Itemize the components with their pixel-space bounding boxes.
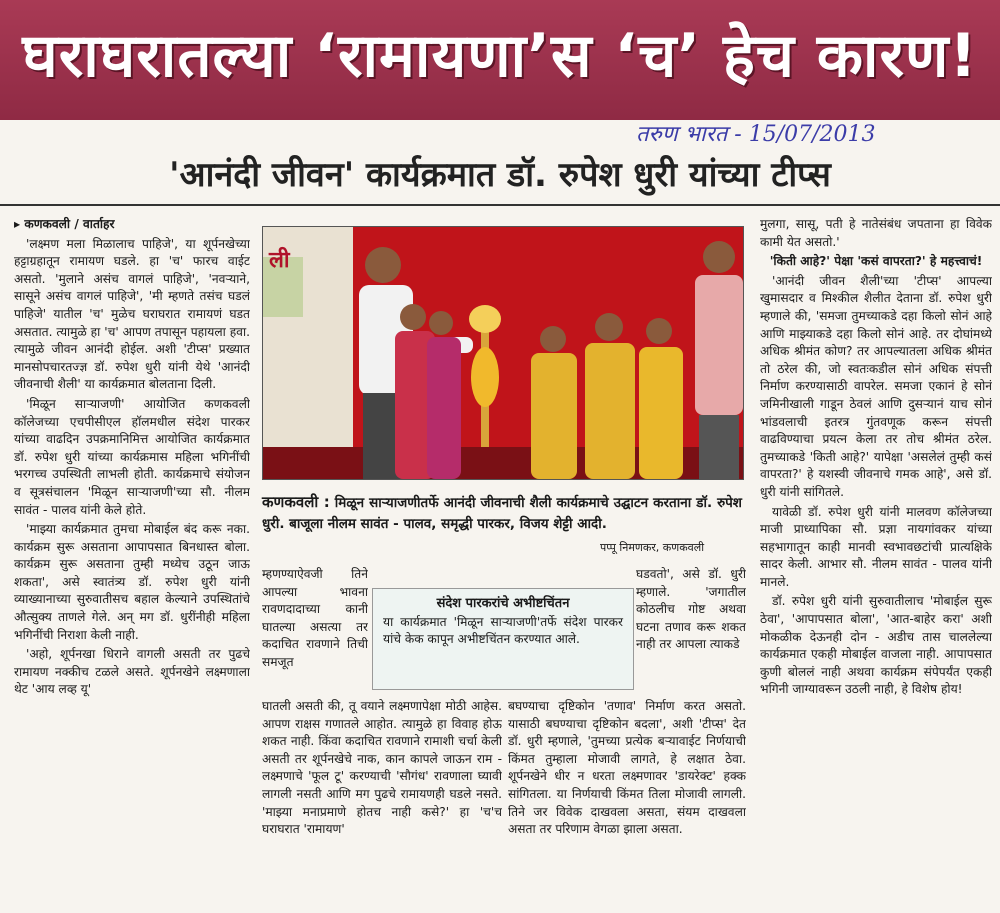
paragraph: घातली असती की, तू वयाने लक्ष्मणापेक्षा मोठी आहेस. आपण राक्षस गणातले आहोत. त्यामुळे हा विवाह होऊ शकत नाही. किंवा कदाचित रावणाने रामाशी चर्चा केली असती तर शूर्पनखेचे नाक, कान कापले जाऊन राम - लक्ष्मणाचे 'फूल टू' करण्याची 'सौगंध' रावणाला घ्यावी लागली नसती आणि मग पुढचे रामायणही घडले नसते. 'माझ्या मनाप्रमाणे होतच नाही कसे?' हा 'च'च घराघरात 'रामायण'	[262, 699, 502, 837]
subheadline: 'आनंदी जीवन' कार्यक्रमात डॉ. रुपेश धुरी यांच्या टीप्स	[169, 155, 831, 195]
paragraph: 'मिळून साऱ्याजणी' आयोजित कणकवली कॉलेजच्या एचपीसीएल हॉलमधील संदेश पारकर यांच्या वाढदिन उपक्रमानिमित्त आयोजित कार्यक्रमात डॉ. रुपेश धुरी यांच्या कार्यक्रमास महिला भगिनींची भरगच्च उपस्थिती लाभली होती. कार्यक्रमाचे संयोजन व सूत्रसंचालन 'मिळून साऱ्याजणी'च्या सौ. नीलम सावंत - पालव यांनी केले होते.	[14, 396, 250, 517]
header-rule	[0, 204, 1000, 206]
event-photo	[262, 226, 744, 480]
photo-caption	[262, 492, 742, 535]
sidebar-box	[372, 588, 634, 690]
paragraph: मुलगा, सासू, पती हे नातेसंबंध जपताना हा विवेक कामी येत असतो.'	[760, 217, 992, 249]
headline-banner	[0, 0, 1000, 120]
column-1	[14, 216, 250, 910]
photo-banner-text: ली	[269, 248, 290, 273]
paragraph: घडवतो', असे डॉ. धुरी म्हणाले. 'जगातील कोठलीच गोष्ट अथवा घटना तणाव करू शकत नाही तर आपला त्याकडे	[636, 567, 746, 652]
paragraph: 'माझ्या कार्यक्रमात तुमचा मोबाईल बंद करू नका. कार्यक्रम सुरू असताना आपापसात बिनधास्त बोला. कार्यक्रम सुरू असताना तुम्ही मध्येच उठून जाऊ शकता', असे स्वातंत्र्य डॉ. रुपेश धुरी यांनी व्याख्यानाच्या सुरुवातीसच बहाल केल्याने उपस्थितांचे औत्सुक्य ताणले गेले. अन् मग डॉ. धुरींनीही महिला भगिनींची निराशा केली नाही.	[14, 522, 250, 642]
section-heading: 'किती आहे?' पेक्षा 'कसं वापरता?' हे महत्त्वाचं!	[769, 254, 983, 269]
box-title: संदेश पारकरांचे अभीष्टचिंतन	[436, 596, 570, 611]
handwritten-source-date: तरुण भारत - 15/07/2013	[636, 122, 876, 147]
column-3-upper	[636, 566, 746, 694]
caption-text: मिळून साऱ्याजणीतर्फे आनंदी जीवनाची शैली कार्यक्रमाचे उद्घाटन करताना डॉ. रुपेश धुरी. बाजूला नीलम सावंत - पालव, समृद्धी पारकर, विजय शेट्टी आदी.	[262, 495, 742, 532]
paragraph: 'अहो, शूर्पनखा धिराने वागली असती तर पुढचे रामायण नक्कीच टळले असते. शूर्पनखेने लक्ष्मणाला थेट 'आय लव्ह यू'	[14, 647, 250, 697]
photo-illustration	[263, 227, 743, 479]
paragraph: यावेळी डॉ. रुपेश धुरी यांनी मालवण कॉलेजच्या माजी प्राध्यापिका सौ. प्रज्ञा नायगांवकर यांच्या सहभागातून काही मानवी स्वभावछटांची प्रात्यक्षिके सादर केली. आभार सौ. नीलम सावंत - पालव यांनी मानले.	[760, 504, 992, 589]
paragraph: डॉ. रुपेश धुरी यांनी सुरुवातीलाच 'मोबाईल सुरू ठेवा', 'आपापसात बोला', 'आत-बाहेर करा' अशी मोकळीक देऊनही दोन - अडीच तास चाललेल्या कार्यक्रमात एकही मोबाईल वाजला नाही. आपापसात कुणी बोललं नाही अथवा कार्यक्रम संपेपर्यंत एकही भगिनी जाग्यावरून उठली नाही, हे विशेष होय!	[760, 594, 992, 697]
headline: घराघरातल्या ‘रामायणा’स ‘च’ हेच कारण!	[22, 21, 978, 91]
column-3-lower	[508, 698, 746, 910]
column-2-lower	[262, 698, 502, 910]
box-text: या कार्यक्रमात 'मिळून साऱ्याजणी'तर्फे संदेश पारकर यांचे केक कापून अभीष्टचिंतन करण्यात आले.	[383, 615, 623, 646]
column-2-upper	[262, 566, 368, 694]
photo-credit: पप्पू निमणकर, कणकवली	[600, 541, 705, 554]
column-4	[760, 216, 992, 910]
paragraph: 'लक्ष्मण मला मिळालाच पाहिजे', या शूर्पनखेच्या हट्टाग्रहातून रामायण घडले. हा 'च' फारच वाईट असतो. 'मुलाने असंच वागलं पाहिजे', 'नवऱ्याने, सासूने असंच वागलं पाहिजे', 'मी म्हणते तसंच घडलं पाहिजे' यातील 'च' मुळेच घराघरात रामायणं घडत असतात. त्यामुळे हा 'च' आपण तपासून पहायला हवा. त्यामुळे जीवन आनंदी होईल. अशी 'टीप्स' प्रख्यात मानसोपचारतज्ज्ञ डॉ. रुपेश धुरी यांनी येथे 'आनंदी जीवनाची शैली' या कार्यक्रमात बोलताना दिली.	[14, 236, 250, 392]
paragraph: बघण्याचा दृष्टिकोन 'तणाव' निर्माण करत असतो. यासाठी बघण्याचा दृष्टिकोन बदला', अशी 'टीप्स' देत डॉ. धुरी म्हणाले, 'तुमच्या प्रत्येक बऱ्यावाईट निर्णयाची किंमत तुम्हाला मोजावी लागते, हे लक्षात ठेवा. शूर्पनखेने धीर न धरता लक्ष्मणावर 'डायरेक्ट' हक्क सांगितला. या निर्णयाची किंमत तिला मोजावी लागली. तिने जर विवेक दाखवला असता, संयम दाखवला असता तर परिणाम वेगळा झाला असता.	[508, 699, 746, 837]
paragraph: म्हणण्याऐवजी तिने आपल्या भावना रावणदादाच्या कानी घातल्या असत्या तर कदाचित रावणाने तिची समजूत	[262, 567, 368, 669]
caption-place: कणकवली :	[262, 493, 330, 511]
dateline: ▸ कणकवली / वार्ताहर	[14, 217, 115, 231]
paragraph: 'आनंदी जीवन शैली'च्या 'टीप्स' आपल्या खुमासदार व मिश्कील शैलीत देताना डॉ. रुपेश धुरी म्हणाले की, 'समजा तुमच्याकडे दहा किलो सोनं आहे आणि माझ्याकडे दहा किलो सोनं आहे. तर दोघांमध्ये अधिक श्रीमंत कोण? तर आपल्यातला अधिक श्रीमंत तो ठरेल की, जो स्वतःकडील सोनं अधिक संपत्ती निर्माण करण्यासाठी वापरेल. समजा एकानं हे सोनं जमिनीखाली गाडून ठेवलं आणि दुसऱ्यानं याच सोनं भांडवलाची इतरत्र गुंतवणूक करून संपत्ती वाढविण्याचा प्रयत्न केला तर तोच श्रीमंत ठरेल. तुमच्याकडे 'किती आहे?' यापेक्षा 'असलेलं तुम्ही कसं वापरता?' हे यशस्वी जीवनाचे गमक आहे', असे डॉ. धुरी यांनी सांगितले.	[760, 273, 992, 499]
